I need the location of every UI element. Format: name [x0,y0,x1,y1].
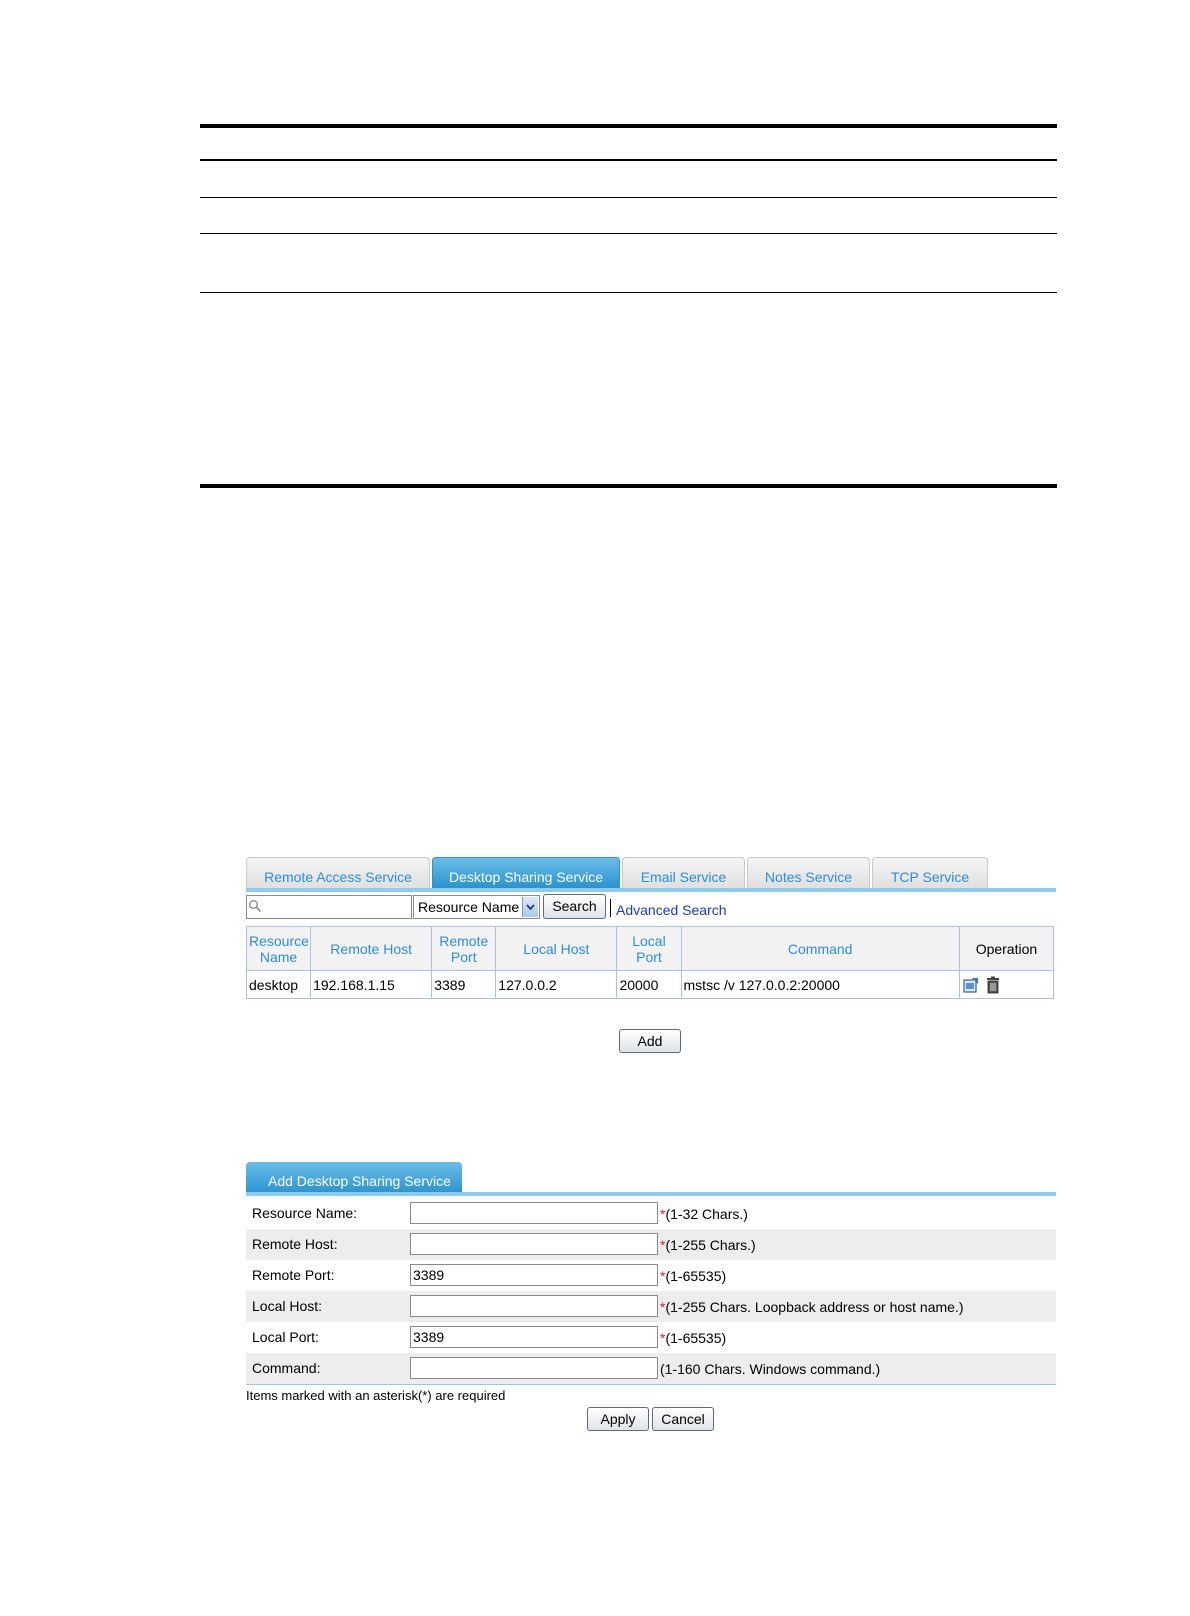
required-note: Items marked with an asterisk(*) are required [246,1388,506,1403]
search-field-select[interactable] [413,895,540,919]
form-row-resource-name [246,1198,1056,1229]
chevron-down-icon[interactable] [522,897,538,917]
doc-table-header-rule [200,159,1057,161]
separator [610,899,611,917]
table-row [247,971,1054,999]
hint-remote-host: *(1-255 Chars.) [660,1237,756,1253]
remote-host-input[interactable] [410,1233,658,1255]
cell-local-host: 127.0.0.2 [496,971,617,999]
column-header-operation: Operation [959,927,1053,971]
column-header-local-port[interactable]: Local Port [617,927,681,971]
command-input[interactable] [410,1357,658,1379]
label-local-host: Local Host: [252,1298,323,1314]
column-header-local-host[interactable]: Local Host [496,927,617,971]
label-local-port: Local Port: [252,1329,319,1345]
service-tab-bar [246,857,1056,893]
tab-tcp-service[interactable]: TCP Service [872,857,988,888]
tab-bar-baseline [246,888,1056,892]
tab-remote-access-service[interactable]: Remote Access Service [246,857,430,888]
cell-resource-name: desktop [247,971,311,999]
search-icon [248,899,262,913]
column-header-resource-name[interactable]: Resource Name [247,927,311,971]
form-bottom-rule [246,1384,1056,1385]
cell-local-port: 20000 [617,971,681,999]
doc-table-row-rule [200,233,1057,234]
cell-operation [959,971,1053,999]
tab-notes-service[interactable]: Notes Service [747,857,870,888]
doc-table-bottom-rule [200,484,1057,488]
add-button[interactable]: Add [619,1029,681,1053]
column-header-remote-port[interactable]: Remote Port [432,927,496,971]
doc-table-row-rule [200,197,1057,198]
search-button[interactable]: Search [543,894,606,919]
hint-local-port: *(1-65535) [660,1330,727,1346]
form-row-local-host [246,1291,1056,1322]
cell-command: mstsc /v 127.0.0.2:20000 [681,971,959,999]
hint-resource-name: *(1-32 Chars.) [660,1206,748,1222]
table-header-row [247,927,1054,971]
doc-table-top-rule [200,124,1057,128]
cancel-button[interactable]: Cancel [652,1407,714,1431]
column-header-remote-host[interactable]: Remote Host [311,927,432,971]
edit-icon[interactable] [962,976,980,994]
hint-remote-port: *(1-65535) [660,1268,727,1284]
search-input[interactable] [246,895,412,919]
hint-command: (1-160 Chars. Windows command.) [660,1361,881,1377]
form-row-remote-host [246,1229,1056,1260]
resource-name-input[interactable] [410,1202,658,1224]
column-header-command[interactable]: Command [681,927,959,971]
tab-email-service[interactable]: Email Service [622,857,745,888]
form-title-tab: Add Desktop Sharing Service [246,1162,462,1194]
form-title-baseline [246,1192,1056,1196]
search-field-selected: Resource Name [418,899,520,915]
form-row-local-port [246,1322,1056,1353]
delete-icon[interactable] [986,976,1000,994]
hint-local-host: *(1-255 Chars. Loopback address or host name.) [660,1299,964,1315]
label-command: Command: [252,1360,321,1376]
cell-remote-port: 3389 [432,971,496,999]
cell-remote-host: 192.168.1.15 [311,971,432,999]
apply-button[interactable]: Apply [587,1407,649,1431]
tab-desktop-sharing-service[interactable]: Desktop Sharing Service [432,857,620,888]
label-resource-name: Resource Name: [252,1205,358,1221]
label-remote-host: Remote Host: [252,1236,338,1252]
form-row-command [246,1353,1056,1384]
label-remote-port: Remote Port: [252,1267,335,1283]
remote-port-input[interactable] [410,1264,658,1286]
local-host-input[interactable] [410,1295,658,1317]
form-row-remote-port [246,1260,1056,1291]
advanced-search-link[interactable]: Advanced Search [616,902,727,918]
local-port-input[interactable] [410,1326,658,1348]
doc-table-row-rule [200,292,1057,293]
desktop-sharing-table [246,926,1054,999]
